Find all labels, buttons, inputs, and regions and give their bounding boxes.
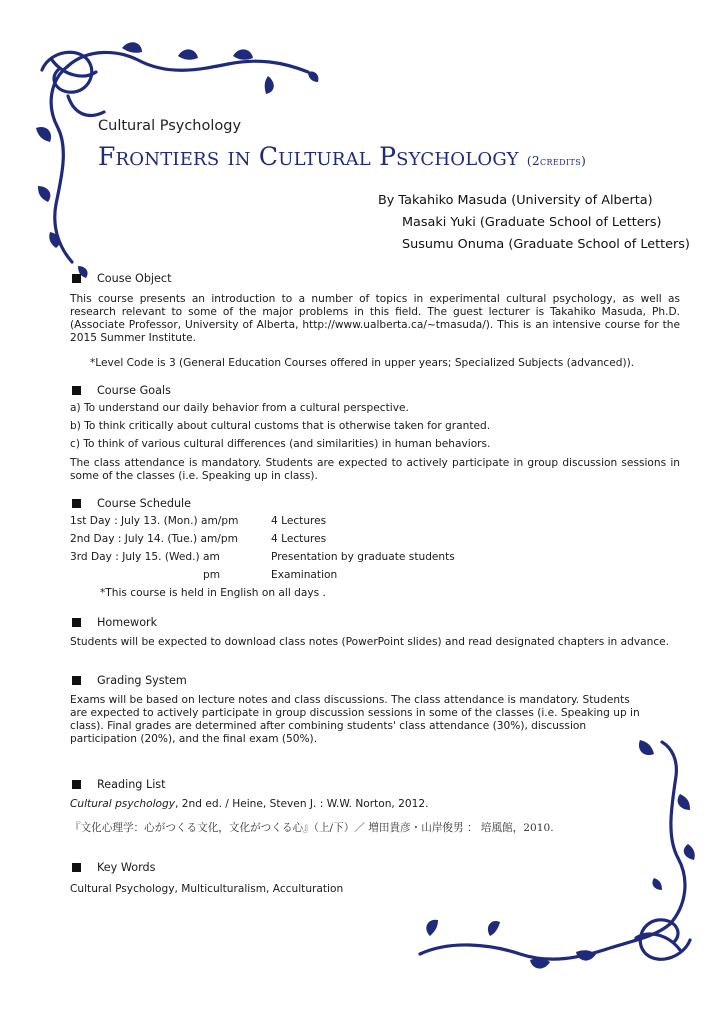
object-body: This course presents an introduction to a number of topics in experimental cultural psychology, as well as research relevant to some of the major problems in this field. The guest lecturer is Takahiko Masuda, Ph.D. (Associate Professor, University of Alberta, http://www.ualberta.ca/~tmasuda/). This is an intensive course for the 2015 Summer Institute. <box>70 293 680 344</box>
section-heading-label: Course Goals <box>97 384 171 397</box>
schedule-content: 4 Lectures <box>271 533 327 545</box>
author-line-1: By Takahiko Masuda (University of Alberta) <box>378 193 653 208</box>
bullet-square-icon <box>72 618 81 627</box>
page-title <box>98 142 586 171</box>
schedule-content: Presentation by graduate students <box>271 551 455 563</box>
bullet-square-icon <box>72 863 81 872</box>
section-heading-goals <box>72 384 171 397</box>
course-subject: Cultural Psychology <box>98 118 242 134</box>
goals-body: The class attendance is mandatory. Students are expected to actively participate in group discussion sessions in some of the classes (i.e. Speaking up in class). <box>70 457 680 482</box>
level-code-note: *Level Code is 3 (General Education Courses offered in upper years; Specialized Subjects (advanced)). <box>90 357 635 369</box>
grading-body: Exams will be based on lecture notes and class discussions. The class attendance is mandatory. Students are expected to actively participate in group discussion sessions in some of the classes (i.e. Speaking up in class). Final grades are determined after combining students' class attendance (30%), discussion participation (20%), and the final exam (50%). <box>70 694 640 745</box>
bullet-square-icon <box>72 274 81 283</box>
bullet-square-icon <box>72 780 81 789</box>
reading-item-english <box>70 798 429 810</box>
bullet-square-icon <box>72 499 81 508</box>
course-credits: (2credits) <box>526 154 587 168</box>
schedule-note: *This course is held in English on all days . <box>100 587 326 599</box>
section-heading-label: Key Words <box>97 861 156 874</box>
bullet-square-icon <box>72 386 81 395</box>
goal-item: a) To understand our daily behavior from a cultural perspective. <box>70 402 409 414</box>
section-heading-schedule <box>72 497 191 510</box>
section-heading-label: Course Schedule <box>97 497 192 510</box>
schedule-day: 1st Day : July 13. (Mon.) am/pm <box>70 515 239 527</box>
section-heading-keywords <box>72 861 155 874</box>
corner-ornament-bottom-right-icon <box>400 740 700 980</box>
section-heading-homework <box>72 616 157 629</box>
book-title: Cultural psychology <box>70 798 176 810</box>
section-heading-reading <box>72 778 166 791</box>
section-heading-label: Grading System <box>97 674 187 687</box>
section-heading-label: Homework <box>97 616 158 629</box>
schedule-content: 4 Lectures <box>271 515 327 527</box>
section-heading-object <box>72 272 171 285</box>
homework-body: Students will be expected to download class notes (PowerPoint slides) and read designated chapters in advance. <box>70 636 670 648</box>
author-line-3: Susumu Onuma (Graduate School of Letters) <box>402 237 690 252</box>
schedule-day: pm <box>203 569 221 581</box>
course-title: Frontiers in Cultural Psychology <box>98 142 519 171</box>
schedule-day: 3rd Day : July 15. (Wed.) am <box>70 551 220 563</box>
reading-item-japanese: 『文化心理学：心がつくる文化，文化がつくる心』（上/下）／ 増田貴彦・山岸俊男 ： 培風館，2010. <box>70 822 554 834</box>
author-line-2: Masaki Yuki (Graduate School of Letters) <box>402 215 662 230</box>
keywords-body: Cultural Psychology, Multiculturalism, Acculturation <box>70 883 344 895</box>
schedule-content: Examination <box>271 569 338 581</box>
goal-item: b) To think critically about cultural customs that is otherwise taken for granted. <box>70 420 491 432</box>
book-details: , 2nd ed. / Heine, Steven J. : W.W. Norton, 2012. <box>175 798 429 810</box>
goal-item: c) To think of various cultural differences (and similarities) in human behaviors. <box>70 438 491 450</box>
section-heading-grading <box>72 674 187 687</box>
section-heading-label: Couse Object <box>97 272 172 285</box>
section-heading-label: Reading List <box>97 778 166 791</box>
schedule-day: 2nd Day : July 14. (Tue.) am/pm <box>70 533 238 545</box>
bullet-square-icon <box>72 676 81 685</box>
